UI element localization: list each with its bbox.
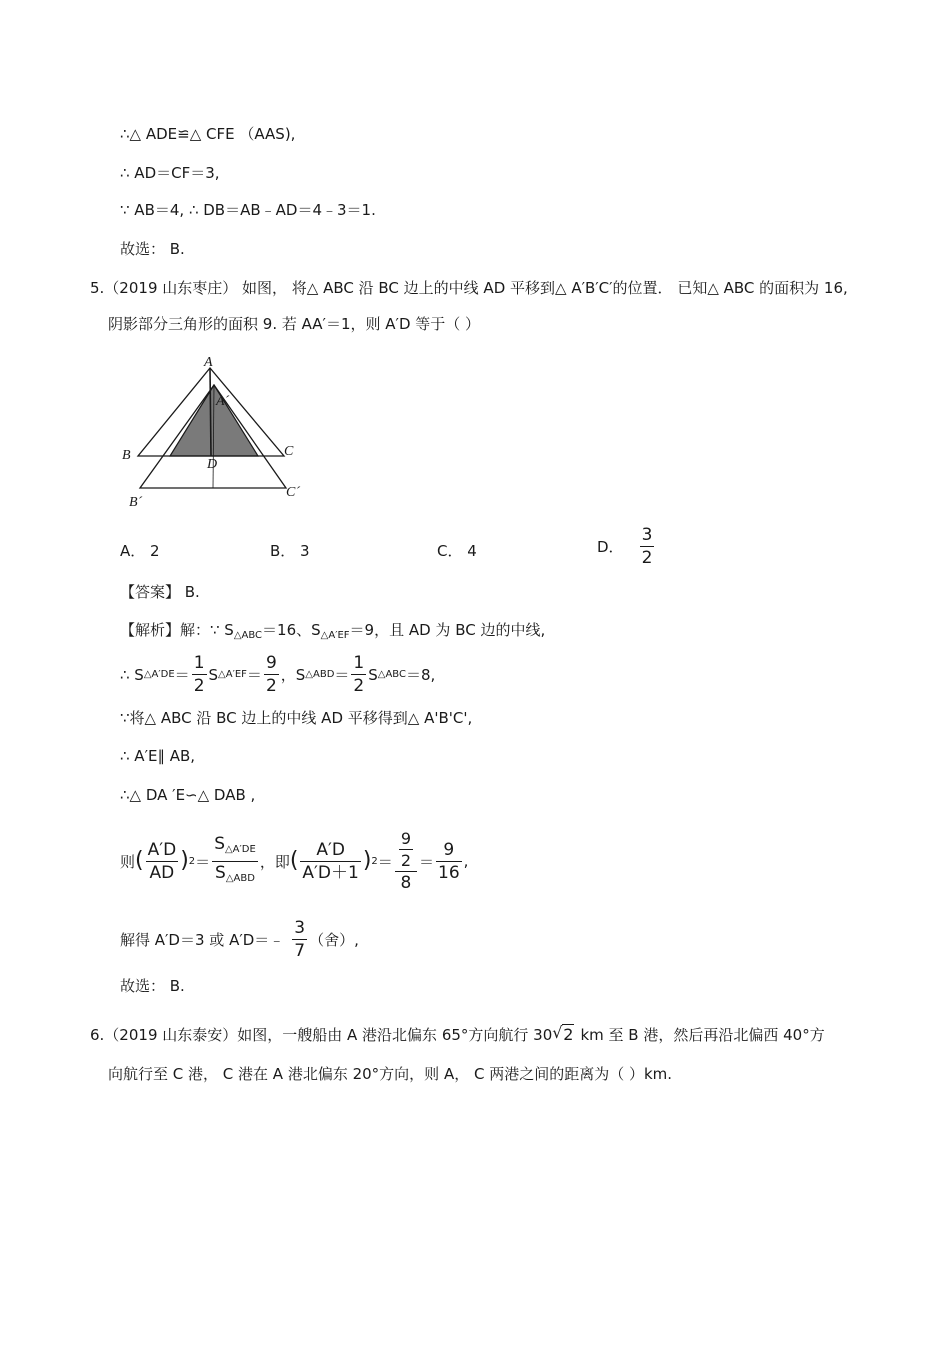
denominator: 2 bbox=[400, 851, 411, 870]
analysis-line-1 bbox=[120, 620, 545, 646]
option-c: C． 4 bbox=[437, 542, 477, 560]
text: 则 bbox=[120, 852, 136, 871]
label-c-prime: C´ bbox=[286, 485, 300, 500]
denominator: 2 bbox=[193, 676, 205, 696]
option-d-label: D． bbox=[597, 538, 624, 556]
text-line: ∴ AD＝CF＝3, bbox=[120, 164, 220, 182]
label-d: D bbox=[207, 457, 218, 472]
text: ∴ S bbox=[120, 665, 144, 684]
text: ＝ bbox=[419, 852, 435, 871]
analysis-line-5: ∴△ DA ′E∽△ DAB , bbox=[120, 786, 256, 804]
subscript: △A′DE bbox=[143, 669, 175, 680]
denominator: 2 bbox=[265, 676, 277, 696]
numerator: 3 bbox=[641, 525, 653, 545]
denominator: 2 bbox=[353, 676, 365, 696]
text-line: ∵ AB＝4, ∴ DB＝AB﹣AD＝4﹣3＝1. bbox=[120, 201, 376, 219]
fraction bbox=[436, 839, 462, 884]
label-a-prime: A´ bbox=[216, 394, 230, 409]
paren-close: ) bbox=[362, 848, 372, 873]
question-5-stem-cont: 阴影部分三角形的面积 9. 若 AA′＝1，则 A′D 等于（ ） bbox=[108, 315, 481, 333]
numerator: A′D bbox=[300, 839, 360, 862]
analysis-line-8: 故选： B. bbox=[120, 977, 185, 995]
label-b: B bbox=[122, 448, 131, 463]
median-ad bbox=[210, 368, 211, 456]
denominator: 2 bbox=[641, 548, 653, 568]
numerator bbox=[212, 833, 258, 862]
text: ，S bbox=[280, 666, 306, 684]
text: ＝ bbox=[334, 666, 350, 684]
subscript: △A′EF bbox=[320, 630, 350, 641]
fraction bbox=[212, 833, 258, 890]
denominator: 8 bbox=[400, 873, 412, 893]
denominator bbox=[212, 862, 258, 890]
fraction bbox=[264, 652, 279, 697]
option-b: B． 3 bbox=[270, 542, 310, 560]
text: S bbox=[215, 862, 226, 883]
text: S bbox=[208, 665, 219, 684]
radical-sign-icon: √ bbox=[552, 1023, 563, 1042]
label-c: C bbox=[284, 444, 294, 459]
radicand: 2 bbox=[563, 1025, 574, 1044]
text-line: 故选： B. bbox=[120, 240, 185, 258]
answer-line: 【答案】 B. bbox=[120, 583, 200, 601]
inner-fraction bbox=[399, 828, 413, 871]
numerator: A′D bbox=[147, 839, 177, 860]
fraction bbox=[300, 839, 360, 884]
paren-close: ) bbox=[180, 848, 189, 873]
text: , bbox=[463, 852, 469, 870]
numerator: 1 bbox=[193, 653, 205, 673]
text: （舍）, bbox=[309, 931, 359, 949]
subscript: △A′EF bbox=[218, 669, 247, 680]
numerator: 9 bbox=[400, 829, 411, 848]
analysis-line-6 bbox=[120, 828, 468, 894]
paren-open: ( bbox=[289, 848, 299, 873]
text: ＝ bbox=[195, 852, 211, 871]
numerator: 1 bbox=[353, 653, 365, 673]
text: ，即 bbox=[259, 852, 290, 871]
fraction bbox=[146, 839, 179, 884]
text: 【解析】解：∵ S bbox=[120, 621, 234, 639]
analysis-line-3: ∵将△ ABC 沿 BC 边上的中线 AD 平移得到△ A'B'C', bbox=[120, 709, 473, 727]
denominator: 7 bbox=[294, 941, 306, 961]
text: 解得 A′D＝3 或 A′D＝﹣ bbox=[120, 931, 285, 949]
denominator: AD bbox=[149, 862, 175, 883]
text: ＝ bbox=[377, 852, 393, 871]
text: ＝ bbox=[174, 666, 190, 684]
text: ＝9，且 AD 为 BC 边的中线, bbox=[349, 621, 546, 639]
paren-open: ( bbox=[135, 848, 144, 873]
analysis-line-2 bbox=[120, 652, 435, 697]
translation-figure bbox=[118, 355, 318, 515]
text: ＝8, bbox=[405, 666, 436, 684]
question-5-stem: 5.（2019 山东枣庄） 如图， 将△ ABC 沿 BC 边上的中线 AD 平移到△ A′B′C′的位置． 已知△ ABC 的面积为 16, bbox=[90, 279, 848, 297]
label-b-prime: B´ bbox=[129, 495, 143, 510]
text: S bbox=[368, 665, 378, 684]
denominator: A′D＋1 bbox=[302, 862, 359, 883]
subscript: △ABC bbox=[233, 630, 263, 641]
text: ＝16、S bbox=[262, 621, 321, 639]
question-6-stem-cont: 向航行至 C 港， C 港在 A 港北偏东 20°方向，则 A， C 两港之间的距离为（ ）km. bbox=[108, 1065, 673, 1083]
option-a: A． 2 bbox=[120, 542, 160, 560]
subscript: △ABD bbox=[305, 669, 335, 680]
compound-fraction bbox=[395, 828, 417, 894]
fraction bbox=[192, 652, 207, 697]
fraction bbox=[351, 652, 366, 697]
text: 6.（2019 山东泰安）如图，一艘船由 A 港沿北偏东 65°方向航行 30 bbox=[90, 1026, 553, 1044]
option-d bbox=[597, 524, 656, 569]
denominator: 16 bbox=[438, 862, 460, 883]
label-a: A bbox=[204, 355, 213, 370]
analysis-line-4: ∴ A′E∥ AB, bbox=[120, 747, 196, 765]
question-6-stem bbox=[90, 1024, 825, 1045]
text: ＝ bbox=[246, 666, 262, 684]
fraction bbox=[640, 524, 655, 569]
numerator bbox=[395, 828, 417, 872]
text-line: ∴△ ADE≌△ CFE （AAS), bbox=[120, 125, 296, 143]
text: S bbox=[214, 833, 225, 854]
exponent: 2 bbox=[371, 855, 378, 867]
subscript: △ABD bbox=[225, 872, 255, 884]
numerator: 3 bbox=[294, 918, 306, 938]
subscript: △A′DE bbox=[224, 843, 256, 855]
numerator: 9 bbox=[436, 839, 462, 862]
analysis-line-7 bbox=[120, 917, 359, 962]
fraction bbox=[292, 917, 307, 962]
numerator: 9 bbox=[265, 653, 277, 673]
exponent: 2 bbox=[188, 855, 196, 867]
subscript: △ABC bbox=[377, 669, 406, 680]
text: km 至 B 港，然后再沿北偏西 40°方 bbox=[580, 1026, 825, 1044]
sqrt bbox=[552, 1025, 574, 1044]
